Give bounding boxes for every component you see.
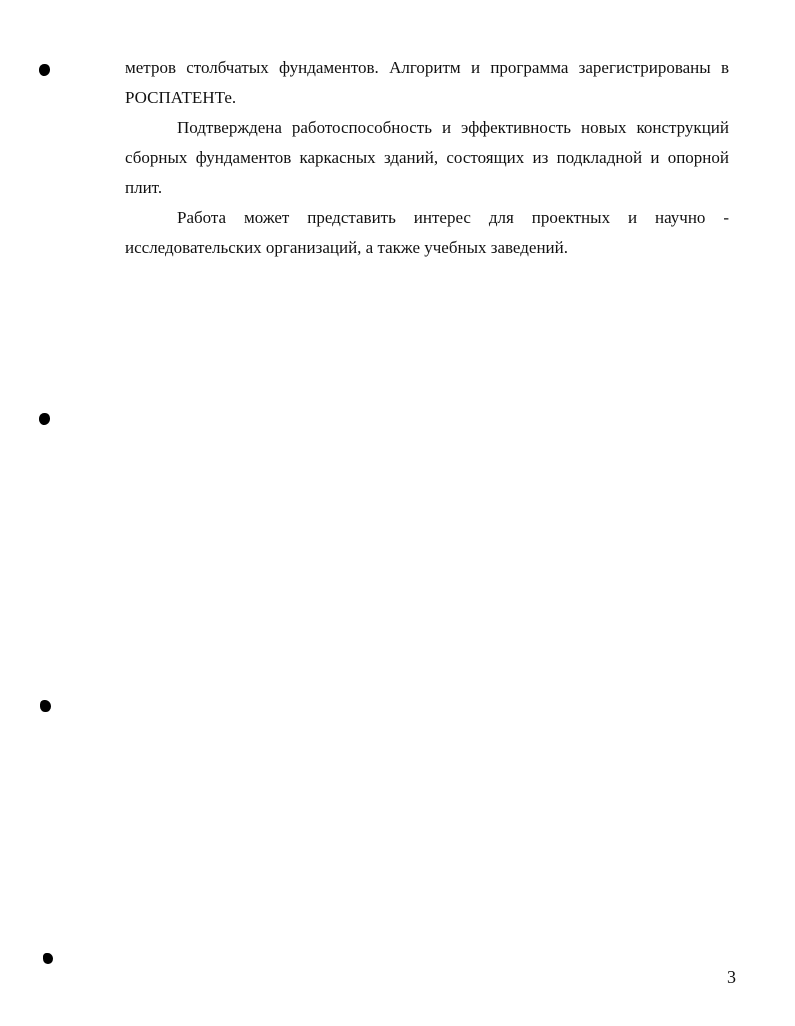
page-number: 3 — [727, 967, 736, 987]
paragraph-interest: Работа может представить интерес для проектных и научно - исследовательских организаций, а также учебных заведений. — [125, 208, 729, 257]
punch-hole-mark — [43, 953, 53, 964]
paragraph-continuation: метров столбчатых фундаментов. Алгоритм и программа зарегистрированы в РОСПАТЕНТе. — [125, 58, 729, 107]
punch-hole-mark — [39, 64, 50, 76]
punch-hole-mark — [39, 413, 50, 425]
paragraph-confirmation: Подтверждена работоспособность и эффективность новых конструкций сборных фундаментов каркасных зданий, состоящих из подкладной и опорной плит. — [125, 118, 729, 197]
punch-hole-mark — [40, 700, 51, 712]
body-text — [125, 53, 729, 263]
